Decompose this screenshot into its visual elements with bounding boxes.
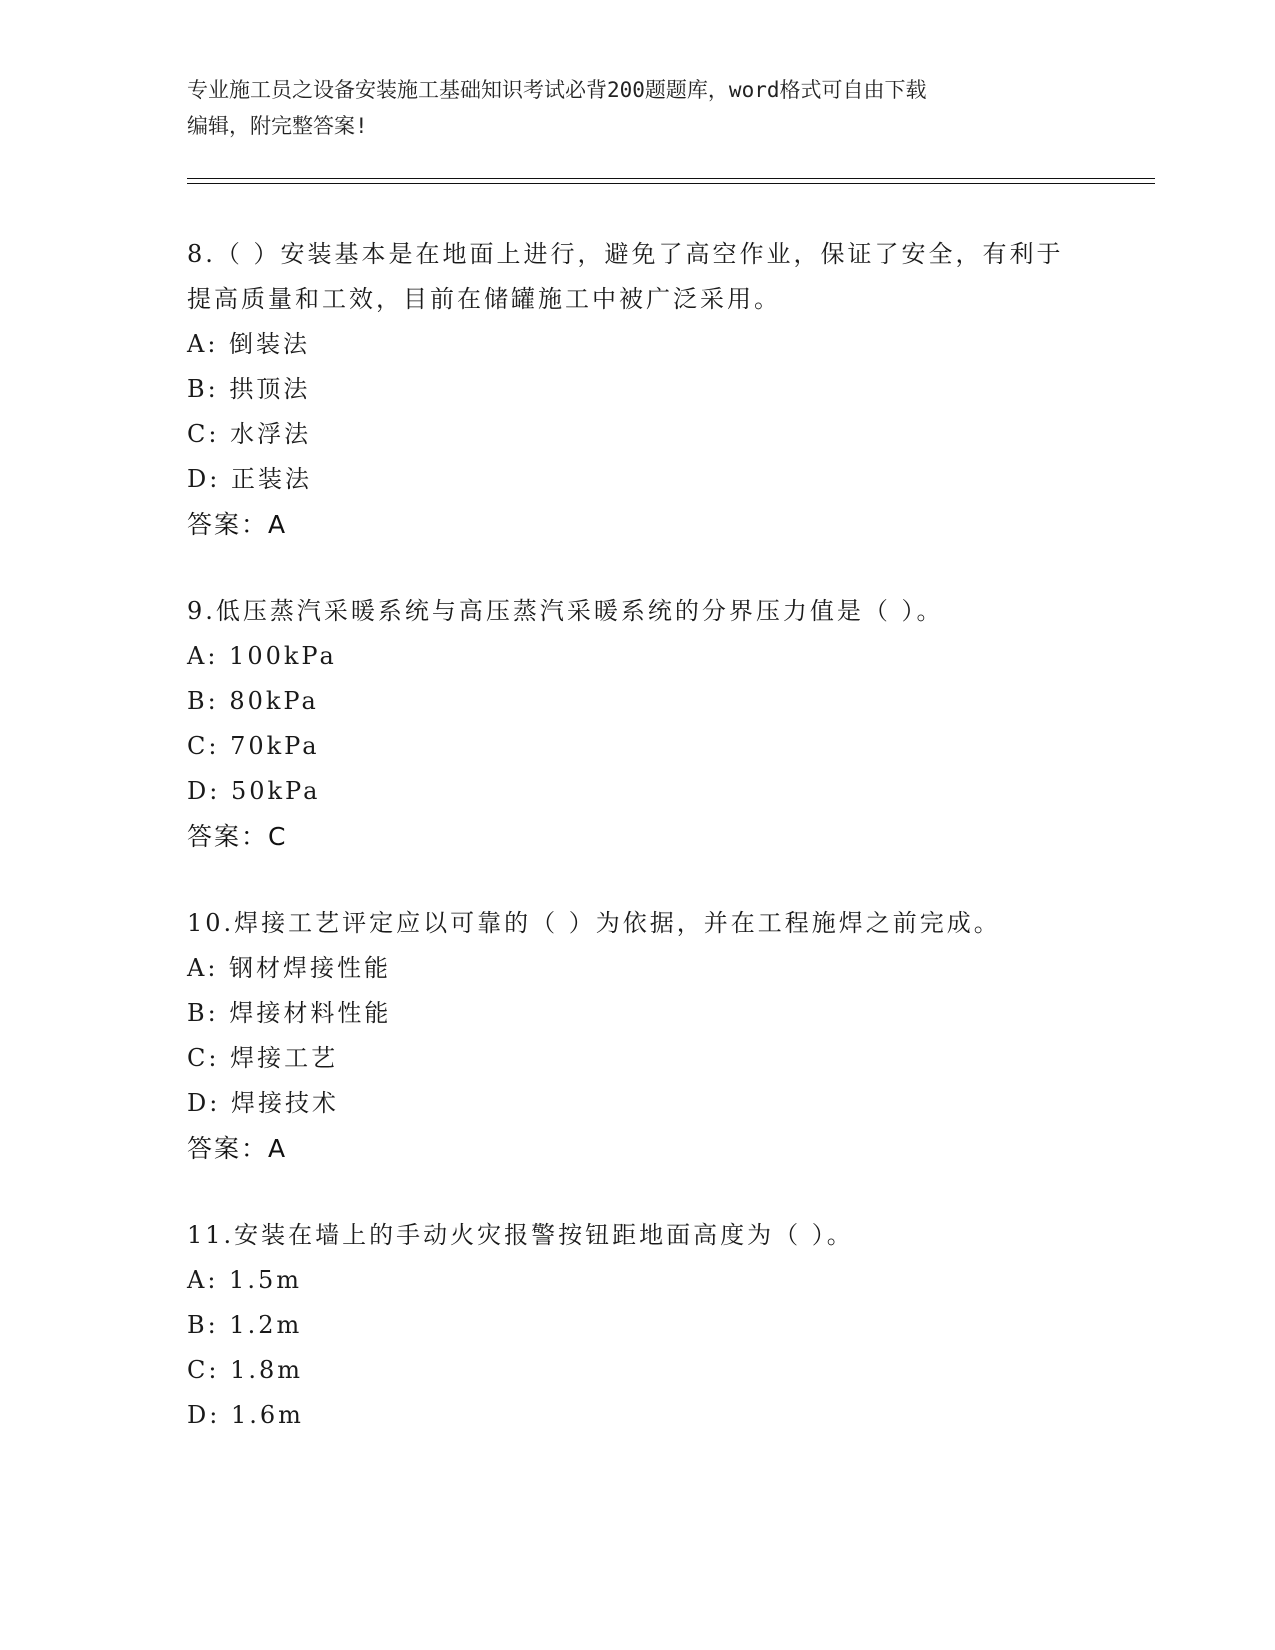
option-a: A: 100kPa bbox=[187, 642, 337, 670]
question-stem: 10.焊接工艺评定应以可靠的（ ）为依据，并在工程施焊之前完成。 bbox=[187, 909, 1001, 937]
option-a: A: 1.5m bbox=[187, 1266, 302, 1294]
document-header bbox=[187, 72, 1087, 144]
header-divider-bottom bbox=[187, 183, 1155, 184]
option-c: C: 焊接工艺 bbox=[187, 1044, 339, 1072]
question-8 bbox=[187, 232, 1087, 547]
answer: 答案：A bbox=[187, 1134, 288, 1163]
answer: 答案：A bbox=[187, 510, 288, 539]
question-10 bbox=[187, 901, 1087, 1171]
question-stem: 9.低压蒸汽采暖系统与高压蒸汽采暖系统的分界压力值是（ ）。 bbox=[187, 597, 944, 625]
answer: 答案：C bbox=[187, 822, 288, 851]
question-stem: 8.（ ）安装基本是在地面上进行，避免了高空作业，保证了安全，有利于提高质量和工效，目前在储罐施工中被广泛采用。 bbox=[187, 240, 1064, 313]
question-stem: 11.安装在墙上的手动火灾报警按钮距地面高度为（ ）。 bbox=[187, 1221, 854, 1249]
option-c: C: 水浮法 bbox=[187, 420, 312, 448]
option-c: C: 70kPa bbox=[187, 732, 320, 760]
option-a: A: 钢材焊接性能 bbox=[187, 954, 392, 982]
option-b: B: 80kPa bbox=[187, 687, 319, 715]
option-c: C: 1.8m bbox=[187, 1356, 304, 1384]
question-list bbox=[187, 232, 1087, 1480]
header-line-1: 专业施工员之设备安装施工基础知识考试必背200题题库，word格式可自由下载 bbox=[187, 78, 927, 102]
header-line-2: 编辑，附完整答案! bbox=[187, 114, 368, 138]
header-divider-top bbox=[187, 178, 1155, 179]
option-b: B: 1.2m bbox=[187, 1311, 303, 1339]
option-b: B: 焊接材料性能 bbox=[187, 999, 392, 1027]
option-d: D: 50kPa bbox=[187, 777, 321, 805]
option-d: D: 正装法 bbox=[187, 465, 312, 493]
option-d: D: 1.6m bbox=[187, 1401, 304, 1429]
question-9 bbox=[187, 589, 1087, 859]
option-b: B: 拱顶法 bbox=[187, 375, 311, 403]
question-11 bbox=[187, 1213, 1087, 1438]
option-d: D: 焊接技术 bbox=[187, 1089, 339, 1117]
option-a: A: 倒装法 bbox=[187, 330, 311, 358]
